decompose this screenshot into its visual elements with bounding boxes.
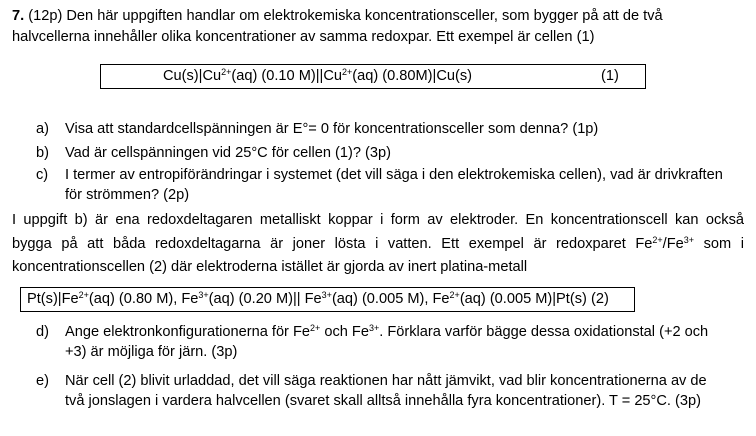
question-b [36, 144, 746, 162]
question-number: 7. [12, 8, 25, 24]
question-a-label: a) [36, 121, 49, 137]
intro-line-1 [12, 7, 663, 25]
question-e-text-2: två jonslagen i vardera halvcellen (svaret skall alltså innehålla fyra koncentrationer). T = 25°C. (3p) [65, 393, 701, 409]
question-points: (12p) [28, 8, 63, 24]
question-c-label: c) [36, 167, 49, 183]
cell-1-box [100, 64, 646, 89]
question-d [36, 323, 746, 363]
cell-1-notation: $Cu(s)|Cu^{2+}(aq)$ (0.10 $M)||Cu^{2+}(aq)$ (0.80M)|Cu(s) [163, 67, 472, 84]
cell-2-box [20, 287, 635, 312]
question-d-text-2: +3) är möjliga för järn. (3p) [65, 344, 238, 360]
question-e [36, 372, 746, 412]
question-a-text: Visa att standardcellspänningen är E°= 0 för koncentrationsceller som denna? (1p) [65, 121, 599, 137]
question-c [36, 166, 746, 206]
question-a [36, 120, 746, 138]
paragraph-2-line-1: I uppgift b) är ena redoxdeltagaren metalliskt koppar i form av elektroder. En koncentrationscell kan också [12, 212, 744, 228]
paragraph-2-line-2: bygga på att båda redoxdeltagarna är joner lösta i vatten. Ett exempel är redoxparet $Fe^{2+}/Fe^{3+}$ som i [12, 235, 745, 252]
intro-text-1: Den här uppgiften handlar om elektrokemiska koncentrationsceller, som bygger på att de två [66, 8, 663, 24]
question-d-text: Ange elektronkonfigurationerna för $Fe^{2+}$ och $Fe^{3+}$. Förklara varför bägge dessa oxidationstal (+2 och [65, 323, 709, 340]
question-b-label: b) [36, 145, 49, 161]
cell-2-number: (2) [591, 291, 609, 307]
question-e-label: e) [36, 373, 49, 389]
paragraph-2-line-3: koncentrationscellen (2) där elektroderna istället är gjorda av inert platina-metall [12, 259, 528, 275]
cell-1-number: (1) [601, 68, 619, 84]
question-e-text: När cell (2) blivit urladdad, det vill säga reaktionen har nått jämvikt, vad blir koncentrationerna av de [65, 373, 707, 389]
question-c-text: I termer av entropiförändringar i systemet (det vill säga i den elektrokemiska cellen), vad är drivkraften [65, 167, 723, 183]
question-b-text: Vad är cellspänningen vid 25°C för cellen (1)? (3p) [65, 145, 391, 161]
question-c-text-2: för strömmen? (2p) [65, 187, 190, 203]
intro-line-2: halvcellerna innehåller olika koncentrationer av samma redoxpar. Ett exempel är cellen (1) [12, 29, 595, 45]
cell-2-notation: $Pt(s)|Fe^{2+}(aq)$ (0.80 M), $Fe^{3+}(aq)$ (0.20 M)|| $Fe^{3+}(aq)$ (0.005 M), $Fe^{2+}(aq)$ (0.005 M)|Pt(s) [27, 290, 587, 307]
question-d-label: d) [36, 324, 49, 340]
